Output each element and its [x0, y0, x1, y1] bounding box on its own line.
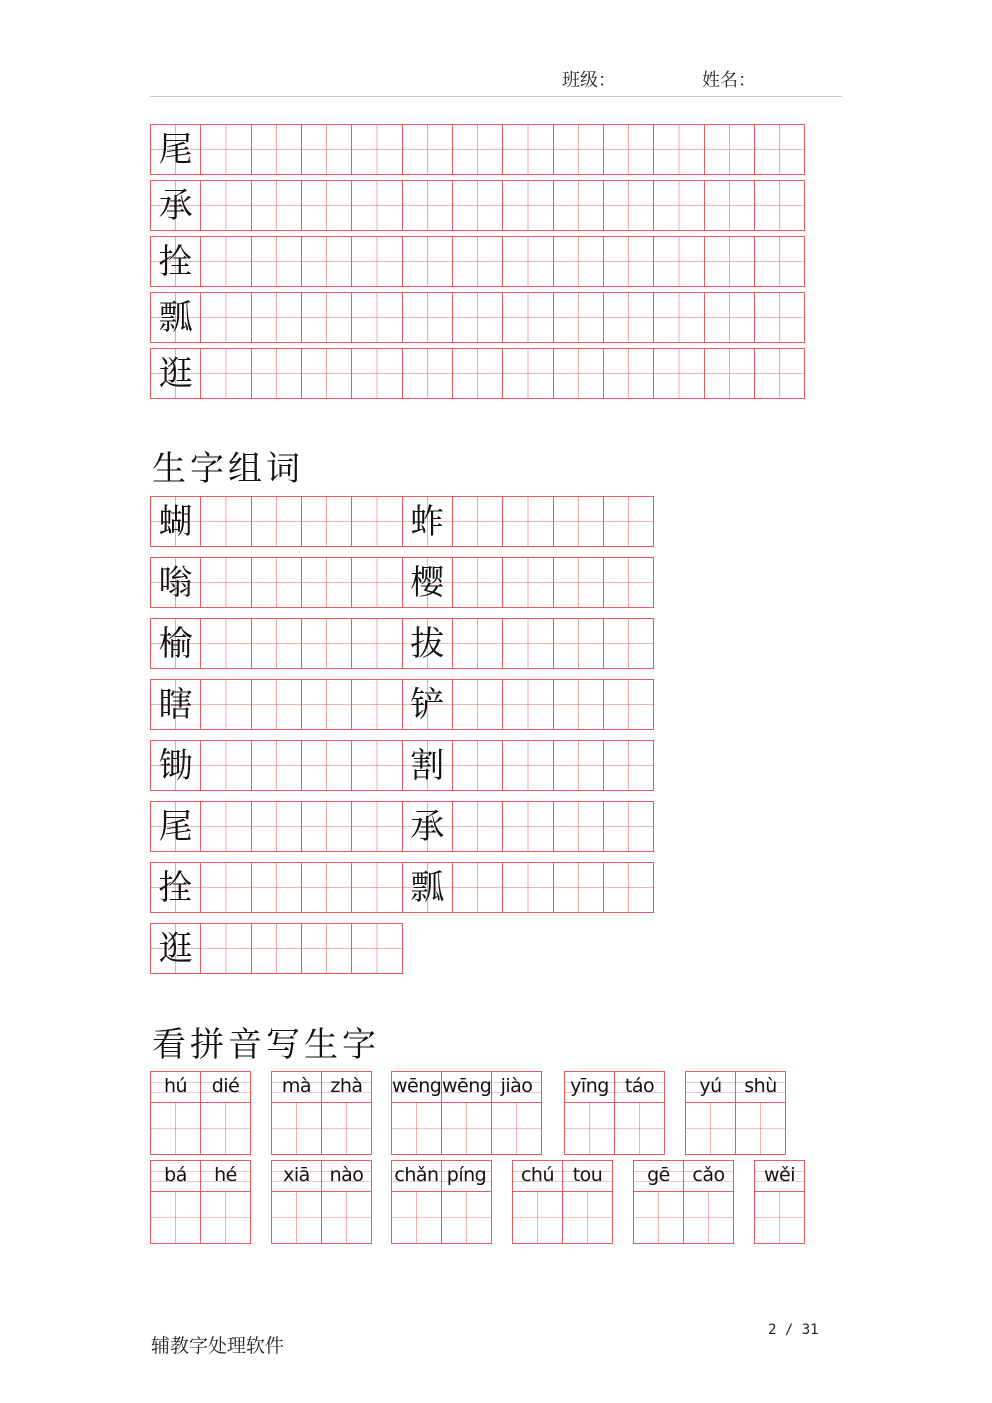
writing-cell — [251, 862, 302, 913]
pinyin-word-block — [271, 1160, 371, 1244]
writing-cell — [452, 496, 503, 547]
writing-cell — [251, 496, 302, 547]
writing-cell — [754, 292, 805, 343]
pinyin-word-block — [150, 1071, 250, 1155]
practice-row — [150, 292, 804, 343]
model-character: 榆 — [158, 623, 193, 664]
vocab-row — [150, 862, 653, 913]
pinyin-line — [563, 1161, 612, 1192]
pinyin-line — [615, 1072, 664, 1103]
writing-cell — [251, 740, 302, 791]
writing-cell — [553, 801, 604, 852]
writing-cell — [452, 180, 503, 231]
answer-cell — [322, 1192, 371, 1243]
pinyin-word-block — [391, 1071, 541, 1155]
writing-cell — [301, 292, 352, 343]
answer-cell — [442, 1103, 491, 1154]
answer-cell — [272, 1192, 321, 1243]
writing-cell — [200, 801, 251, 852]
pinyin-line — [392, 1072, 441, 1103]
writing-cell — [653, 292, 704, 343]
pinyin-line — [151, 1161, 200, 1192]
writing-cell — [502, 679, 553, 730]
pinyin-text: bá — [164, 1164, 187, 1186]
answer-cell — [392, 1192, 441, 1243]
writing-cell — [553, 292, 604, 343]
writing-cell — [251, 180, 302, 231]
writing-cell — [200, 292, 251, 343]
pinyin-line — [513, 1161, 562, 1192]
writing-cell — [251, 557, 302, 608]
pinyin-word-block — [512, 1160, 612, 1244]
writing-cell — [452, 557, 503, 608]
writing-cell — [754, 180, 805, 231]
writing-cell — [704, 180, 755, 231]
pinyin-text: wēng — [392, 1075, 442, 1097]
writing-cell — [603, 236, 654, 287]
pinyin-word-block — [391, 1160, 491, 1244]
writing-cell — [502, 862, 553, 913]
model-cell — [150, 348, 201, 399]
writing-cell — [200, 557, 251, 608]
pinyin-syllable-box — [271, 1160, 322, 1244]
pinyin-syllable-box — [633, 1160, 684, 1244]
writing-cell — [553, 557, 604, 608]
writing-cell — [603, 180, 654, 231]
page-number: 2 / 31 — [768, 1322, 819, 1338]
model-character: 瞎 — [158, 684, 193, 725]
answer-cell — [201, 1103, 250, 1154]
writing-cell — [301, 923, 352, 974]
writing-cell — [301, 496, 352, 547]
writing-cell — [603, 740, 654, 791]
writing-cell — [502, 236, 553, 287]
writing-cell — [754, 348, 805, 399]
section-title-vocab: 生字组词 — [152, 449, 304, 489]
writing-cell — [301, 236, 352, 287]
pinyin-syllable-box — [512, 1160, 563, 1244]
pinyin-syllable-box — [562, 1160, 613, 1244]
writing-cell — [452, 740, 503, 791]
writing-cell — [351, 801, 402, 852]
pinyin-word-block — [685, 1071, 785, 1155]
pinyin-syllable-box — [321, 1160, 372, 1244]
practice-row — [150, 348, 804, 399]
model-character: 拴 — [158, 867, 193, 908]
writing-cell — [653, 180, 704, 231]
model-cell — [150, 740, 201, 791]
writing-cell — [200, 679, 251, 730]
writing-cell — [301, 180, 352, 231]
vocab-row — [150, 923, 402, 974]
pinyin-syllable-box — [685, 1071, 736, 1155]
writing-cell — [402, 180, 453, 231]
writing-cell — [402, 236, 453, 287]
writing-cell — [704, 124, 755, 175]
model-character: 樱 — [410, 562, 445, 603]
pinyin-syllable-box — [683, 1160, 734, 1244]
pinyin-line — [272, 1072, 321, 1103]
pinyin-syllable-box — [614, 1071, 665, 1155]
writing-cell — [301, 801, 352, 852]
pinyin-syllable-box — [200, 1160, 251, 1244]
model-character: 尾 — [158, 129, 193, 170]
writing-cell — [603, 679, 654, 730]
writing-cell — [251, 348, 302, 399]
section-title-pinyin: 看拼音写生字 — [152, 1025, 380, 1065]
model-cell — [402, 557, 453, 608]
pinyin-syllable-box — [150, 1071, 201, 1155]
writing-cell — [200, 618, 251, 669]
writing-cell — [502, 496, 553, 547]
pinyin-text: mà — [281, 1075, 312, 1097]
pinyin-syllable-box — [441, 1160, 492, 1244]
pinyin-text: nào — [329, 1164, 364, 1186]
model-character: 逛 — [158, 928, 193, 969]
writing-cell — [502, 124, 553, 175]
model-character: 锄 — [158, 745, 193, 786]
writing-cell — [251, 618, 302, 669]
pinyin-line — [565, 1072, 614, 1103]
practice-row — [150, 236, 804, 287]
pinyin-text: dié — [211, 1075, 240, 1097]
writing-cell — [502, 740, 553, 791]
answer-cell — [442, 1192, 491, 1243]
pinyin-line — [272, 1161, 321, 1192]
footer-software: 辅教字处理软件 — [151, 1335, 285, 1357]
writing-cell — [603, 557, 654, 608]
writing-cell — [553, 496, 604, 547]
model-cell — [402, 801, 453, 852]
writing-cell — [351, 618, 402, 669]
pinyin-text: wēng — [442, 1075, 492, 1097]
writing-cell — [251, 923, 302, 974]
pinyin-syllable-box — [200, 1071, 251, 1155]
writing-cell — [452, 348, 503, 399]
pinyin-syllable-box — [564, 1071, 615, 1155]
writing-cell — [653, 124, 704, 175]
model-cell — [402, 496, 453, 547]
model-character: 嗡 — [158, 562, 193, 603]
answer-cell — [736, 1103, 785, 1154]
answer-cell — [755, 1192, 804, 1243]
model-cell — [150, 496, 201, 547]
writing-cell — [603, 862, 654, 913]
pinyin-line — [736, 1072, 785, 1103]
writing-cell — [603, 348, 654, 399]
pinyin-text: chú — [520, 1164, 555, 1186]
answer-cell — [322, 1103, 371, 1154]
vocab-row — [150, 496, 653, 547]
pinyin-word-block — [150, 1160, 250, 1244]
pinyin-word-block — [564, 1071, 664, 1155]
writing-cell — [351, 496, 402, 547]
model-cell — [150, 124, 201, 175]
model-cell — [402, 740, 453, 791]
writing-cell — [351, 923, 402, 974]
writing-cell — [603, 801, 654, 852]
pinyin-line — [392, 1161, 441, 1192]
model-character: 割 — [410, 745, 445, 786]
writing-cell — [502, 348, 553, 399]
writing-cell — [251, 124, 302, 175]
pinyin-syllable-box — [754, 1160, 805, 1244]
answer-cell — [686, 1103, 735, 1154]
answer-cell — [615, 1103, 664, 1154]
writing-cell — [402, 348, 453, 399]
vocab-row — [150, 557, 653, 608]
pinyin-line — [442, 1161, 491, 1192]
pinyin-line — [201, 1072, 250, 1103]
pinyin-syllable-box — [441, 1071, 492, 1155]
model-cell — [402, 862, 453, 913]
writing-cell — [452, 801, 503, 852]
writing-cell — [603, 292, 654, 343]
pinyin-word-block — [754, 1160, 804, 1244]
writing-cell — [200, 124, 251, 175]
model-character: 瓢 — [158, 297, 193, 338]
writing-cell — [553, 679, 604, 730]
model-character: 蝴 — [158, 501, 193, 542]
pinyin-text: chǎn — [394, 1164, 439, 1186]
writing-cell — [452, 124, 503, 175]
writing-cell — [553, 740, 604, 791]
model-cell — [150, 923, 201, 974]
model-cell — [150, 862, 201, 913]
writing-cell — [603, 496, 654, 547]
pinyin-line — [755, 1161, 804, 1192]
pinyin-word-block — [633, 1160, 733, 1244]
writing-cell — [200, 923, 251, 974]
header-name-label: 姓名： — [702, 70, 756, 91]
writing-cell — [200, 496, 251, 547]
writing-cell — [704, 348, 755, 399]
pinyin-word-block — [271, 1071, 371, 1155]
writing-cell — [301, 679, 352, 730]
writing-cell — [301, 124, 352, 175]
writing-cell — [452, 236, 503, 287]
pinyin-syllable-box — [150, 1160, 201, 1244]
writing-cell — [452, 618, 503, 669]
writing-cell — [351, 180, 402, 231]
writing-cell — [603, 124, 654, 175]
vocab-row — [150, 740, 653, 791]
writing-cell — [553, 180, 604, 231]
writing-cell — [754, 236, 805, 287]
answer-cell — [492, 1103, 541, 1154]
pinyin-text: hé — [214, 1164, 237, 1186]
writing-cell — [351, 740, 402, 791]
writing-cell — [553, 124, 604, 175]
pinyin-line — [322, 1161, 371, 1192]
model-cell — [150, 801, 201, 852]
writing-cell — [351, 292, 402, 343]
pinyin-syllable-box — [271, 1071, 322, 1155]
model-character: 铲 — [410, 684, 445, 725]
writing-cell — [301, 557, 352, 608]
header-rule — [150, 96, 842, 97]
writing-cell — [351, 679, 402, 730]
writing-cell — [653, 348, 704, 399]
answer-cell — [272, 1103, 321, 1154]
writing-cell — [351, 124, 402, 175]
pinyin-text: xiā — [283, 1164, 310, 1186]
practice-row — [150, 180, 804, 231]
pinyin-text: táo — [624, 1075, 655, 1097]
answer-cell — [563, 1192, 612, 1243]
writing-cell — [452, 679, 503, 730]
pinyin-line — [151, 1072, 200, 1103]
model-cell — [402, 618, 453, 669]
model-cell — [150, 292, 201, 343]
writing-cell — [351, 862, 402, 913]
practice-row — [150, 124, 804, 175]
writing-cell — [301, 740, 352, 791]
pinyin-line — [442, 1072, 491, 1103]
writing-cell — [251, 292, 302, 343]
pinyin-text: gē — [647, 1164, 670, 1186]
model-character: 蚱 — [410, 501, 445, 542]
pinyin-text: yú — [699, 1075, 722, 1097]
pinyin-syllable-box — [491, 1071, 542, 1155]
writing-cell — [452, 862, 503, 913]
writing-cell — [502, 618, 553, 669]
model-cell — [150, 557, 201, 608]
vocab-row — [150, 679, 653, 730]
writing-cell — [452, 292, 503, 343]
model-character: 承 — [158, 185, 193, 226]
pinyin-syllable-box — [321, 1071, 372, 1155]
writing-cell — [653, 236, 704, 287]
answer-cell — [201, 1192, 250, 1243]
model-cell — [402, 679, 453, 730]
writing-cell — [301, 618, 352, 669]
pinyin-text: shù — [744, 1075, 777, 1097]
writing-cell — [502, 292, 553, 343]
writing-cell — [502, 557, 553, 608]
model-cell — [150, 236, 201, 287]
writing-cell — [502, 801, 553, 852]
writing-cell — [754, 124, 805, 175]
pinyin-text: tou — [572, 1164, 603, 1186]
pinyin-line — [684, 1161, 733, 1192]
writing-cell — [251, 801, 302, 852]
answer-cell — [684, 1192, 733, 1243]
pinyin-text: zhà — [330, 1075, 363, 1097]
writing-cell — [200, 236, 251, 287]
writing-cell — [351, 557, 402, 608]
model-cell — [150, 679, 201, 730]
model-cell — [150, 180, 201, 231]
answer-cell — [634, 1192, 683, 1243]
model-character: 尾 — [158, 806, 193, 847]
pinyin-syllable-box — [391, 1160, 442, 1244]
model-cell — [150, 618, 201, 669]
writing-cell — [200, 348, 251, 399]
writing-cell — [351, 236, 402, 287]
model-character: 瓢 — [410, 867, 445, 908]
model-character: 拴 — [158, 241, 193, 282]
writing-cell — [200, 180, 251, 231]
writing-cell — [301, 348, 352, 399]
writing-cell — [553, 348, 604, 399]
pinyin-line — [322, 1072, 371, 1103]
model-character: 逛 — [158, 353, 193, 394]
writing-cell — [553, 236, 604, 287]
answer-cell — [151, 1192, 200, 1243]
answer-cell — [392, 1103, 441, 1154]
model-character: 承 — [410, 806, 445, 847]
pinyin-syllable-box — [391, 1071, 442, 1155]
writing-cell — [402, 124, 453, 175]
pinyin-text: wěi — [763, 1164, 795, 1186]
pinyin-line — [492, 1072, 541, 1103]
writing-cell — [502, 180, 553, 231]
pinyin-text: yīng — [570, 1075, 609, 1097]
pinyin-syllable-box — [735, 1071, 786, 1155]
writing-cell — [251, 679, 302, 730]
vocab-row — [150, 801, 653, 852]
writing-cell — [200, 740, 251, 791]
answer-cell — [565, 1103, 614, 1154]
pinyin-text: cǎo — [692, 1164, 725, 1186]
answer-cell — [513, 1192, 562, 1243]
writing-cell — [553, 618, 604, 669]
writing-cell — [704, 292, 755, 343]
pinyin-line — [686, 1072, 735, 1103]
writing-cell — [301, 862, 352, 913]
writing-cell — [603, 618, 654, 669]
model-character: 拔 — [410, 623, 445, 664]
writing-cell — [704, 236, 755, 287]
vocab-row — [150, 618, 653, 669]
header-class-label: 班级： — [562, 70, 616, 91]
pinyin-line — [201, 1161, 250, 1192]
writing-cell — [553, 862, 604, 913]
writing-cell — [251, 236, 302, 287]
pinyin-text: píng — [446, 1164, 487, 1186]
pinyin-text: hú — [163, 1075, 188, 1097]
writing-cell — [351, 348, 402, 399]
pinyin-text: jiào — [500, 1075, 533, 1097]
answer-cell — [151, 1103, 200, 1154]
pinyin-line — [634, 1161, 683, 1192]
writing-cell — [402, 292, 453, 343]
writing-cell — [200, 862, 251, 913]
